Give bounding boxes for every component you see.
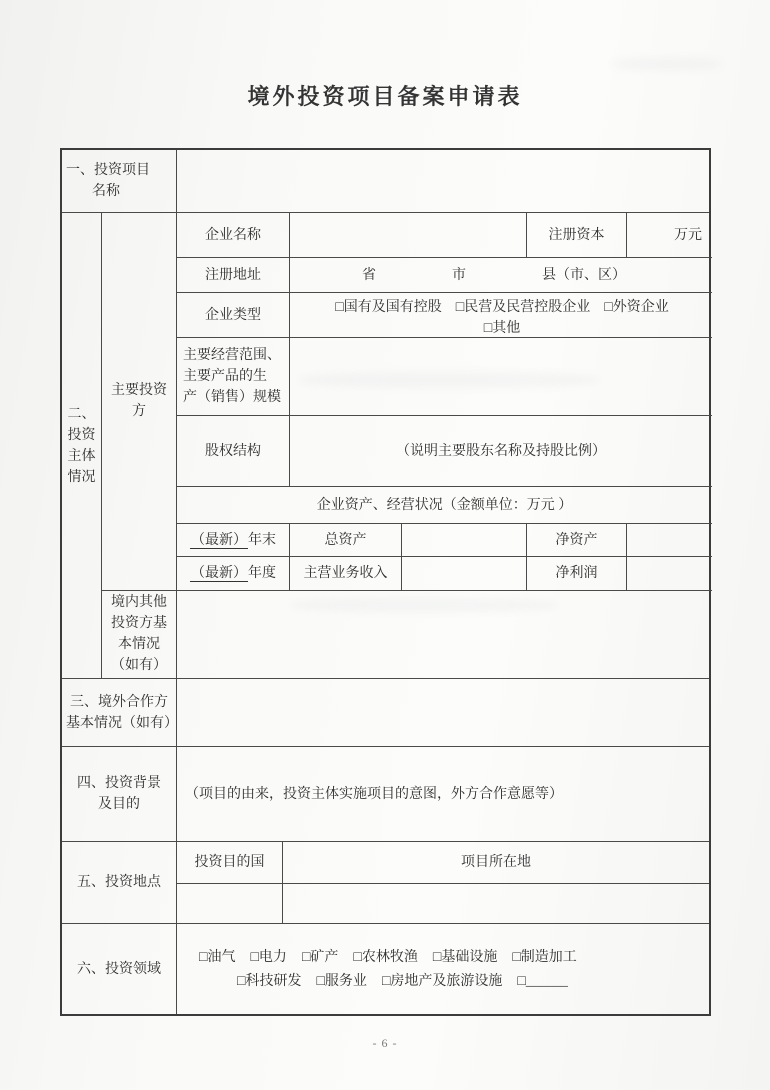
checkbox-option-services: □服务业 — [316, 973, 367, 989]
business-scope-label-line: 主要产品的生 — [183, 369, 267, 385]
background-purpose-hint: （项目的由来，投资主体实施项目的意图，外方合作意愿等） — [185, 786, 563, 802]
total-assets-value-cell — [402, 524, 527, 557]
net-profit-value-cell — [627, 557, 712, 590]
year-period-row — [177, 557, 712, 590]
address-province-label: 省 — [362, 267, 376, 283]
assets-header-row — [177, 487, 712, 524]
location-value-row — [177, 884, 709, 923]
year-end-blank: （最新） — [191, 532, 247, 548]
equity-structure-hint: （说明主要股东名称及持股比例） — [396, 443, 606, 459]
total-assets-label: 总资产 — [290, 524, 402, 557]
section2-row — [62, 213, 709, 679]
section1-row — [62, 150, 709, 213]
section1-label-line1: 一、投资项目 — [66, 163, 150, 178]
section2-label-line: 主体 — [67, 448, 96, 464]
destination-country-label: 投资目的国 — [177, 842, 283, 883]
section3-row — [62, 679, 709, 747]
section2-label-line: 情况 — [67, 469, 96, 485]
section5-label: 五、投资地点 — [62, 842, 177, 923]
other-investors-label — [102, 591, 177, 678]
checkbox-option-oil-gas: □油气 — [199, 949, 236, 965]
section2-label — [62, 213, 102, 678]
net-profit-label: 净利润 — [527, 557, 627, 590]
section3-label-line: 三、境外合作方 — [70, 694, 168, 710]
project-location-value-cell — [283, 884, 709, 923]
bleedthrough-smudge — [612, 58, 722, 70]
checkbox-option-blank: □______ — [517, 973, 568, 989]
registered-address-value-cell — [290, 258, 712, 292]
company-type-row — [177, 293, 712, 338]
section4-label — [62, 747, 177, 841]
business-scope-value-cell — [290, 338, 712, 415]
project-name-value-cell — [177, 150, 709, 212]
section4-label-line: 及目的 — [98, 797, 140, 812]
registered-address-row — [177, 258, 712, 293]
main-investor-label-line: 方 — [132, 404, 146, 420]
investment-field-options-line2 — [185, 971, 701, 992]
business-scope-label — [177, 338, 290, 415]
checkbox-option-private: □民营及民营控股企业 — [455, 299, 591, 315]
company-name-value-cell — [290, 213, 527, 257]
checkbox-option-rnd: □科技研发 — [237, 973, 302, 989]
other-investors-label-line: 投资方基 — [111, 616, 167, 632]
section2-label-line: 投资 — [67, 427, 96, 443]
other-investors-label-line: 境内其他 — [111, 595, 167, 611]
year-period-label — [177, 557, 290, 590]
business-scope-label-line: 主要经营范围、 — [183, 348, 281, 364]
other-investors-row — [102, 591, 712, 678]
section1-label — [62, 150, 177, 212]
section1-label-line2: 名称 — [92, 184, 120, 199]
company-name-label: 企业名称 — [177, 213, 290, 257]
address-city-label: 市 — [452, 267, 466, 283]
business-scope-label-line: 产（销售）规模 — [183, 390, 281, 406]
revenue-label: 主营业务收入 — [290, 557, 402, 590]
net-assets-value-cell — [627, 524, 712, 557]
checkbox-option-foreign: □外资企业 — [604, 299, 669, 315]
year-period-suffix: 年度 — [248, 566, 276, 582]
section6-label: 六、投资领域 — [62, 924, 177, 1014]
page-number: - 6 - — [372, 1036, 398, 1050]
company-type-label: 企业类型 — [177, 293, 290, 337]
assets-header: 企业资产、经营状况（金额单位：万元 ） — [316, 497, 573, 513]
main-investor-block — [102, 213, 712, 591]
checkbox-option-mining: □矿产 — [301, 949, 339, 965]
main-investor-label-line: 主要投资 — [111, 383, 167, 399]
application-form-table — [60, 148, 711, 1016]
other-investors-label-line: （如有） — [111, 658, 167, 674]
checkbox-option-power: □电力 — [250, 949, 287, 965]
form-title: 境外投资项目备案申请表 — [247, 84, 523, 109]
company-name-row — [177, 213, 712, 258]
year-end-label — [177, 524, 290, 557]
investment-field-options-cell — [177, 924, 709, 1014]
overseas-partner-value-cell — [177, 679, 709, 746]
section4-row — [62, 747, 709, 842]
location-header-row — [177, 842, 709, 884]
section3-label-line: 基本情况（如有） — [66, 715, 178, 731]
section5-row — [62, 842, 709, 924]
main-investor-label — [102, 213, 177, 590]
checkbox-option-infrastructure: □基础设施 — [432, 949, 498, 965]
year-end-row — [177, 524, 712, 558]
project-location-label: 项目所在地 — [461, 855, 531, 870]
checkbox-option-manufacturing: □制造加工 — [512, 949, 577, 965]
investment-field-options-line1 — [185, 947, 701, 968]
checkbox-option-agriculture: □农林牧渔 — [353, 949, 418, 965]
business-scope-row — [177, 338, 712, 416]
revenue-value-cell — [402, 557, 527, 590]
checkbox-option-real-estate-tourism: □房地产及旅游设施 — [381, 973, 503, 989]
address-county-label: 县（市、区） — [542, 267, 626, 283]
other-investors-label-line: 本情况 — [118, 637, 160, 653]
net-assets-label: 净资产 — [527, 524, 627, 557]
section4-label-line: 四、投资背景 — [77, 776, 161, 791]
section2-label-line: 二、 — [67, 406, 96, 422]
destination-country-value-cell — [177, 884, 283, 923]
registered-capital-unit: 万元 — [674, 227, 702, 243]
year-period-blank: （最新） — [191, 566, 247, 582]
checkbox-option-other: □其他 — [483, 320, 521, 336]
registered-capital-label: 注册资本 — [527, 213, 627, 257]
section6-row — [62, 924, 709, 1014]
registered-address-label: 注册地址 — [177, 258, 290, 292]
equity-structure-label: 股权结构 — [177, 416, 290, 486]
other-investors-value-cell — [177, 591, 712, 678]
equity-structure-row — [177, 416, 712, 487]
company-type-options-cell — [290, 293, 712, 337]
year-end-suffix: 年末 — [248, 532, 276, 548]
section3-label — [62, 679, 177, 746]
checkbox-option-state-owned: □国有及国有控股 — [335, 299, 442, 315]
